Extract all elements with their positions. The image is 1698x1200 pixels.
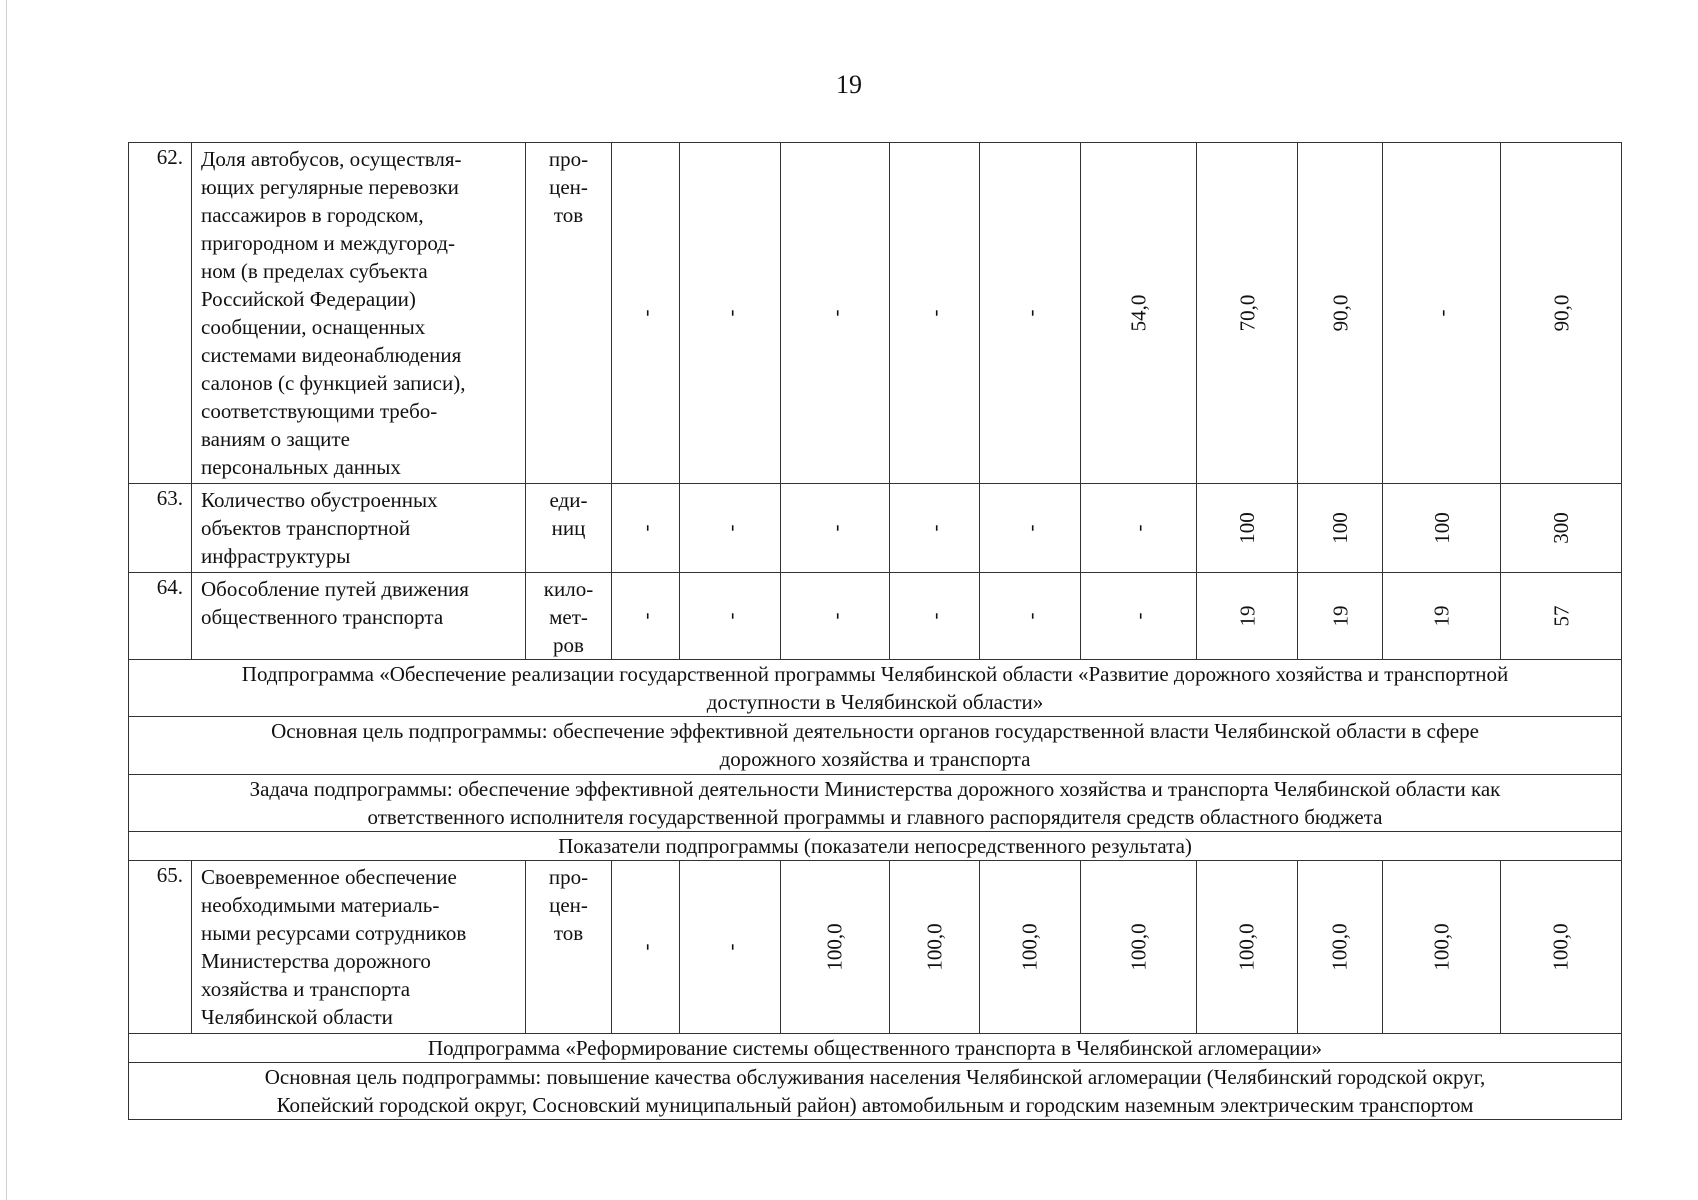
subprogram-title	[129, 1034, 1622, 1063]
span-line: Основная цель подпрограммы: обеспечение эффективной деятельности органов государственной власти Челябинской области в сфере	[271, 719, 1479, 743]
table-row	[129, 484, 1622, 573]
span-line: Задача подпрограммы: обеспечение эффективной деятельности Министерства дорожного хозяйства и транспорта Челябинской области как	[249, 777, 1501, 801]
indicator-name-line: Обособление путей движения	[201, 577, 469, 601]
value-text: 90,0	[1549, 294, 1573, 332]
value-text: -	[633, 612, 658, 620]
value-text: 100,0	[1549, 923, 1573, 971]
indicator-name-line: Челябинской области	[201, 1005, 393, 1029]
indicator-name-line: сообщении, оснащенных	[201, 315, 426, 339]
value-text: -	[718, 943, 742, 951]
value-cell	[1197, 484, 1298, 573]
value-cell	[1081, 573, 1197, 660]
value-text: -	[718, 612, 742, 620]
value-cell	[890, 484, 980, 573]
value-cell	[890, 573, 980, 660]
value-cell	[612, 573, 680, 660]
indicator-name-line: объектов транспортной	[201, 516, 411, 540]
value-cell	[1197, 143, 1298, 484]
indicator-name-line: Российской Федерации)	[201, 287, 416, 311]
value-cell	[1383, 861, 1501, 1034]
value-cell	[781, 861, 890, 1034]
value-text: 19	[1328, 605, 1352, 627]
value-text: -	[922, 612, 947, 620]
value-text: -	[823, 612, 847, 620]
indicator-name	[192, 484, 526, 573]
value-text: 57	[1549, 605, 1573, 627]
span-row	[129, 660, 1622, 717]
value-text: -	[633, 943, 658, 951]
value-cell	[612, 861, 680, 1034]
value-cell	[1298, 861, 1383, 1034]
value-cell	[1298, 143, 1383, 484]
value-cell	[612, 143, 680, 484]
table-row	[129, 573, 1622, 660]
indicator-name-line: салонов (с функцией записи),	[201, 371, 466, 395]
value-cell	[680, 573, 781, 660]
value-text: -	[633, 309, 658, 317]
value-cell	[781, 573, 890, 660]
span-row	[129, 775, 1622, 832]
indicator-name	[192, 143, 526, 484]
span-line: Копейский городской округ, Сосновский муниципальный район) автомобильным и городским наземным электрическим транспортом	[276, 1093, 1474, 1117]
subprogram-goal	[129, 717, 1622, 775]
indicator-name-line: ном (в пределах субъекта	[201, 259, 428, 283]
value-text: 90,0	[1328, 294, 1352, 332]
unit-line: кило-	[543, 577, 594, 601]
span-line: Основная цель подпрограммы: повышение качества обслуживания населения Челябинской агломерации (Челябинский городской округ,	[264, 1065, 1486, 1089]
subprogram-title	[129, 660, 1622, 717]
value-text: 100,0	[1328, 923, 1352, 971]
value-text: 300	[1549, 512, 1573, 544]
value-text: -	[823, 309, 847, 317]
indicator-name-line: соответствующими требо-	[201, 399, 438, 423]
value-cell	[1383, 573, 1501, 660]
value-text: -	[718, 524, 742, 532]
indicator-name-line: персональных данных	[201, 455, 401, 479]
indicator-name-line: Министерства дорожного	[201, 949, 431, 973]
span-line: Показатели подпрограммы (показатели непосредственного результата)	[558, 834, 1192, 858]
value-text: -	[1126, 612, 1151, 620]
span-row	[129, 717, 1622, 775]
indicator-name-line: Своевременное обеспечение	[201, 865, 457, 889]
value-text: 100,0	[1018, 923, 1042, 971]
span-row	[129, 832, 1622, 861]
unit-line: ров	[553, 633, 584, 657]
indicators-table	[128, 142, 1622, 1120]
span-line: ответственного исполнителя государственной программы и главного распорядителя средств областного бюджета	[367, 805, 1383, 829]
value-text: 70,0	[1235, 294, 1259, 332]
indicator-name-line: Количество обустроенных	[201, 488, 438, 512]
unit-line: еди-	[549, 488, 588, 512]
value-cell	[980, 861, 1081, 1034]
indicator-name-line: ющих регулярные перевозки	[201, 175, 459, 199]
value-text: 19	[1429, 605, 1454, 627]
value-cell	[680, 861, 781, 1034]
value-cell	[1383, 484, 1501, 573]
row-number: 63.	[129, 484, 192, 573]
value-cell	[781, 484, 890, 573]
value-cell	[890, 143, 980, 484]
value-text: -	[633, 524, 658, 532]
unit-cell	[526, 484, 612, 573]
unit-line: тов	[553, 921, 584, 945]
value-cell	[1081, 861, 1197, 1034]
indicator-name-line: инфраструктуры	[201, 544, 351, 568]
span-row	[129, 1063, 1622, 1120]
value-text: 19	[1235, 605, 1259, 627]
value-text: 100,0	[1235, 923, 1259, 971]
value-cell	[1383, 143, 1501, 484]
value-cell	[890, 861, 980, 1034]
value-cell	[1298, 484, 1383, 573]
span-row	[129, 1034, 1622, 1063]
value-cell	[1298, 573, 1383, 660]
unit-line: цен-	[549, 893, 588, 917]
unit-line: мет-	[549, 605, 588, 629]
unit-line: тов	[553, 203, 584, 227]
value-cell	[1501, 573, 1622, 660]
indicator-name-line: общественного транспорта	[201, 605, 444, 629]
value-cell	[1081, 484, 1197, 573]
indicator-name-line: ваниям о защите	[201, 427, 350, 451]
row-number: 65.	[129, 861, 192, 1034]
value-cell	[1501, 861, 1622, 1034]
indicator-name	[192, 573, 526, 660]
value-cell	[1501, 143, 1622, 484]
value-cell	[1197, 573, 1298, 660]
value-text: -	[718, 309, 742, 317]
indicator-name-line: Доля автобусов, осуществля-	[201, 147, 462, 171]
span-line: доступности в Челябинской области»	[706, 690, 1044, 714]
indicator-name	[192, 861, 526, 1034]
indicators-heading	[129, 832, 1622, 861]
span-line: дорожного хозяйства и транспорта	[719, 747, 1031, 771]
row-number: 62.	[129, 143, 192, 484]
value-cell	[1501, 484, 1622, 573]
span-line: Подпрограмма «Обеспечение реализации государственной программы Челябинской области «Развитие дорожного хозяйства и транспортной	[241, 662, 1509, 686]
span-line: Подпрограмма «Реформирование системы общественного транспорта в Челябинской агломерации»	[427, 1036, 1323, 1060]
unit-line: ниц	[551, 516, 586, 540]
subprogram-task	[129, 775, 1622, 832]
table-row	[129, 143, 1622, 484]
value-text: -	[1429, 309, 1454, 317]
value-text: 100	[1235, 512, 1259, 544]
value-text: -	[823, 524, 847, 532]
value-text: 100,0	[823, 923, 847, 971]
value-cell	[980, 573, 1081, 660]
value-text: -	[1018, 309, 1042, 317]
unit-cell	[526, 861, 612, 1034]
indicator-name-line: ными ресурсами сотрудников	[201, 921, 467, 945]
value-cell	[980, 484, 1081, 573]
value-text: 100	[1328, 512, 1352, 544]
value-cell	[980, 143, 1081, 484]
unit-cell	[526, 143, 612, 484]
indicator-name-line: пассажиров в городском,	[201, 203, 424, 227]
row-number: 64.	[129, 573, 192, 660]
value-cell	[1081, 143, 1197, 484]
unit-cell	[526, 573, 612, 660]
value-text: -	[1018, 524, 1042, 532]
table-row	[129, 861, 1622, 1034]
unit-line: про-	[548, 865, 589, 889]
value-text: 100,0	[922, 923, 947, 971]
value-text: 54,0	[1126, 294, 1151, 332]
indicator-name-line: необходимыми материаль-	[201, 893, 440, 917]
indicator-name-line: пригородном и междугород-	[201, 231, 455, 255]
indicator-name-line: системами видеонаблюдения	[201, 343, 462, 367]
value-cell	[680, 143, 781, 484]
value-text: -	[1018, 612, 1042, 620]
value-text: 100	[1429, 512, 1454, 544]
page-number: 19	[836, 70, 862, 99]
value-text: -	[922, 524, 947, 532]
value-cell	[781, 143, 890, 484]
unit-line: про-	[548, 147, 589, 171]
value-text: -	[1126, 524, 1151, 532]
value-text: 100,0	[1429, 923, 1454, 971]
value-cell	[1197, 861, 1298, 1034]
value-cell	[612, 484, 680, 573]
value-text: 100,0	[1126, 923, 1151, 971]
value-text: -	[922, 309, 947, 317]
indicator-name-line: хозяйства и транспорта	[201, 977, 411, 1001]
value-cell	[680, 484, 781, 573]
scan-edge-line	[6, 0, 7, 1200]
unit-line: цен-	[549, 175, 588, 199]
subprogram-goal	[129, 1063, 1622, 1120]
